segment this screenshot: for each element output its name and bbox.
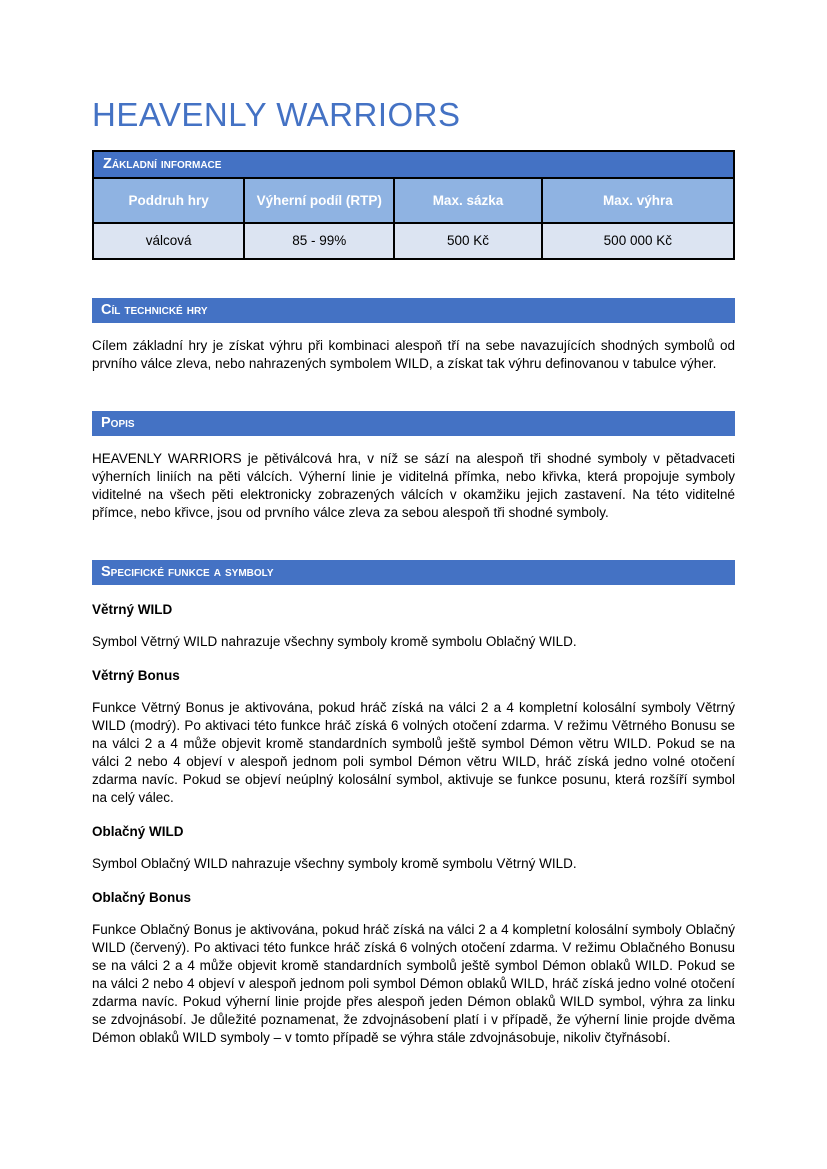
section-bar-description: Popis [92, 411, 735, 436]
oblacny-wild-text: Symbol Oblačný WILD nahrazuje všechny symboly kromě symbolu Větrný WILD. [92, 855, 577, 871]
cell-max-sazka: 500 Kč [394, 223, 541, 259]
cell-poddruh-hry: válcová [93, 223, 244, 259]
subheading-vetrny-wild: Větrný WILD [92, 601, 173, 617]
vetrny-bonus-text: Funkce Větrný Bonus je aktivována, pokud hráč získá na válci 2 a 4 kompletní kolosální symboly Větrný WILD (modrý). Po aktivaci této funkce hráč získá 6 volných otočení zdarma. V režimu Větrného Bonusu se na válci 2 a 4 může objevit kromě standardních symbolů ještě symbol Démon větru WILD. Pokud se na válci 2 nebo 4 objeví v alespoň jednom poli symbol Démon větru WILD, hráč získá jedno volné otočení zdarma navíc. Pokud se objeví neúplný kolosální symbol, aktivuje se funkce posunu, která rozšíří symbol na celý válec. [92, 699, 735, 805]
subheading-oblacny-bonus: Oblačný Bonus [92, 889, 192, 905]
section-description [92, 411, 735, 522]
table-row [93, 223, 734, 259]
vetrny-wild-text: Symbol Větrný WILD nahrazuje všechny symboly kromě symbolu Oblačný WILD. [92, 633, 577, 649]
section-specific-functions [92, 560, 735, 1047]
column-header-rtp: Výherní podíl (RTP) [244, 178, 394, 223]
table-header-row [93, 178, 734, 223]
page-title: HEAVENLY WARRIORS [92, 96, 461, 133]
goal-text: Cílem základní hry je získat výhru při kombinaci alespoň tří na sebe navazujících shodných symbolů od prvního válce zleva, nebo nahrazených symbolem WILD, a získat tak výhru definovanou v tabulce výher. [92, 337, 735, 371]
section-basic-info [92, 150, 735, 260]
column-header-max-sazka: Max. sázka [394, 178, 541, 223]
section-goal [92, 298, 735, 373]
subheading-oblacny-wild: Oblačný WILD [92, 823, 184, 839]
cell-rtp: 85 - 99% [244, 223, 394, 259]
subheading-vetrny-bonus: Větrný Bonus [92, 667, 180, 683]
table-section-title: Základní informace [93, 151, 734, 178]
section-bar-goal: Cíl technické hry [92, 298, 735, 323]
description-text: HEAVENLY WARRIORS je pětiválcová hra, v níž se sází na alespoň tři shodné symboly v pětadvaceti výherních liniích na pěti válcích. Výherní linie je viditelná přímka, nebo křivka, která propojuje symboly viditelné na všech pěti elektronicky zobrazených válcích v okamžiku jejich zastavení. Na této viditelné přímce, nebo křivce, jsou od prvního válce zleva za sebou alespoň tři shodné symboly. [92, 450, 735, 520]
cell-max-vyhra: 500 000 Kč [542, 223, 734, 259]
column-header-poddruh-hry: Poddruh hry [93, 178, 244, 223]
section-bar-specific-functions: Specifické funkce a symboly [92, 560, 735, 585]
oblacny-bonus-text: Funkce Oblačný Bonus je aktivována, pokud hráč získá na válci 2 a 4 kompletní kolosální symboly Oblačný WILD (červený). Po aktivaci této funkce hráč získá 6 volných otočení zdarma. V režimu Oblačného Bonusu se na válci 2 a 4 může objevit kromě standardních symbolů ještě symbol Démon oblaků WILD. Pokud se na válci 2 nebo 4 objeví v alespoň jednom poli symbol Démon oblaků WILD, hráč získá jedno volné otočení zdarma navíc. Pokud výherní linie projde přes alespoň jeden Démon oblaků WILD symbol, výhra za linku se zdvojnásobí. Je důležité poznamenat, že zdvojnásobení platí i v případě, že výherní linie projde dvěma Démon oblaků WILD symboly – v tomto případě se výhra stále zdvojnásobuje, nikoliv čtyřnásobí. [92, 921, 735, 1045]
basic-info-table [92, 150, 735, 260]
table-caption-row [93, 151, 734, 178]
column-header-max-vyhra: Max. výhra [542, 178, 734, 223]
